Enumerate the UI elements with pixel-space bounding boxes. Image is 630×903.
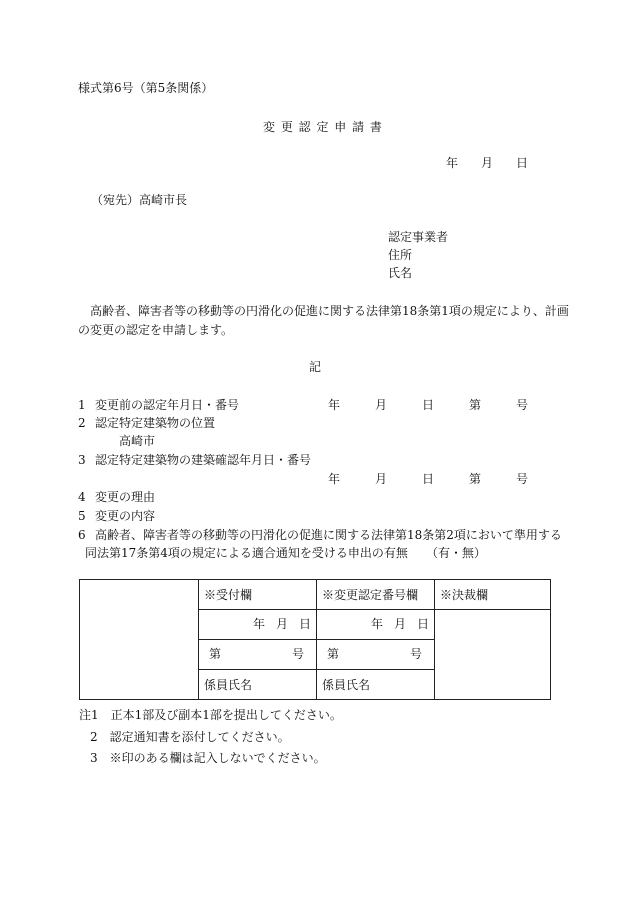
item-3-month: 月 — [375, 472, 388, 486]
decision-header: ※決裁欄 — [435, 580, 551, 610]
item-2 — [78, 415, 570, 431]
item-3-day: 日 — [422, 472, 435, 486]
applicant-name-label: 氏名 — [388, 266, 413, 280]
item-4-label: 変更の理由 — [95, 490, 156, 504]
office-use-table — [79, 579, 551, 700]
note-3: 3 ※印のある欄は記入しないでください。 — [90, 751, 326, 765]
decision-cell — [435, 610, 551, 700]
body-text-line2: の変更の認定を申請します。 — [78, 323, 234, 337]
item-3-year: 年 — [328, 472, 341, 486]
item-4 — [78, 489, 570, 505]
note-2: 2 認定通知書を添付してください。 — [90, 730, 290, 744]
item-6-line2-row — [78, 545, 570, 561]
item-3-label: 認定特定建築物の建築確認年月日・番号 — [95, 453, 312, 467]
receipt-staff-name: 係員氏名 — [199, 670, 317, 700]
receipt-go: 号 — [292, 647, 305, 661]
item-3-date-row — [78, 471, 570, 487]
approval-year: 年 — [371, 617, 384, 631]
approval-month: 月 — [394, 617, 407, 631]
approval-number-cell — [317, 640, 435, 670]
item-6-number: 6 — [78, 528, 86, 542]
approval-date-cell — [317, 610, 435, 640]
note-1: 注1 正本1部及び副本1部を提出してください。 — [79, 708, 342, 722]
item-5-number: 5 — [78, 509, 86, 523]
receipt-day: 日 — [299, 617, 312, 631]
item-1-label: 変更前の認定年月日・番号 — [95, 398, 240, 412]
item-2-value: 高崎市 — [119, 434, 156, 448]
item-1-year: 年 — [328, 398, 341, 412]
addressee: （宛先）高崎市長 — [91, 193, 188, 207]
item-2-value-row — [78, 433, 570, 449]
approval-number-header: ※変更認定番号欄 — [317, 580, 435, 610]
receipt-year: 年 — [253, 617, 266, 631]
item-1-go: 号 — [516, 398, 529, 412]
date-day-label: 日 — [516, 156, 529, 170]
item-6-text-line2: 同法第17条第4項の規定による適合通知を受ける申出の有無 — [85, 546, 408, 560]
receipt-dai: 第 — [209, 647, 222, 661]
item-6-choice: （有・無） — [426, 546, 487, 560]
item-3-number: 3 — [78, 453, 86, 467]
item-1-dai: 第 — [469, 398, 482, 412]
date-month-label: 月 — [481, 156, 494, 170]
item-3-dai: 第 — [469, 472, 482, 486]
blank-cell — [80, 580, 199, 700]
item-6-text-line1: 高齢者、障害者等の移動等の円滑化の促進に関する法律第18条第2項において準用する — [95, 528, 562, 542]
receipt-number-cell — [199, 640, 317, 670]
item-5 — [78, 508, 570, 524]
item-6 — [78, 527, 570, 543]
item-1 — [78, 397, 570, 413]
item-2-number: 2 — [78, 416, 86, 430]
approval-go: 号 — [410, 647, 423, 661]
item-1-month: 月 — [375, 398, 388, 412]
item-3-go: 号 — [516, 472, 529, 486]
item-5-label: 変更の内容 — [95, 509, 156, 523]
approval-dai: 第 — [327, 647, 340, 661]
receipt-month: 月 — [276, 617, 289, 631]
form-number: 様式第6号（第5条関係） — [78, 81, 214, 95]
date-year-label: 年 — [446, 156, 459, 170]
item-4-number: 4 — [78, 490, 86, 504]
receipt-date-cell — [199, 610, 317, 640]
approval-day: 日 — [417, 617, 430, 631]
ki-heading: 記 — [309, 360, 322, 374]
item-1-day: 日 — [422, 398, 435, 412]
receipt-header: ※受付欄 — [199, 580, 317, 610]
item-1-number: 1 — [78, 398, 86, 412]
applicant-label: 認定事業者 — [388, 230, 449, 244]
approval-staff-name: 係員氏名 — [317, 670, 435, 700]
body-text-line1: 高齢者、障害者等の移動等の円滑化の促進に関する法律第18条第1項の規定により、計画 — [90, 304, 569, 318]
item-3 — [78, 452, 570, 468]
applicant-address-label: 住所 — [388, 248, 413, 262]
page-title: 変 更 認 定 申 請 書 — [263, 120, 383, 134]
item-2-label: 認定特定建築物の位置 — [95, 416, 216, 430]
